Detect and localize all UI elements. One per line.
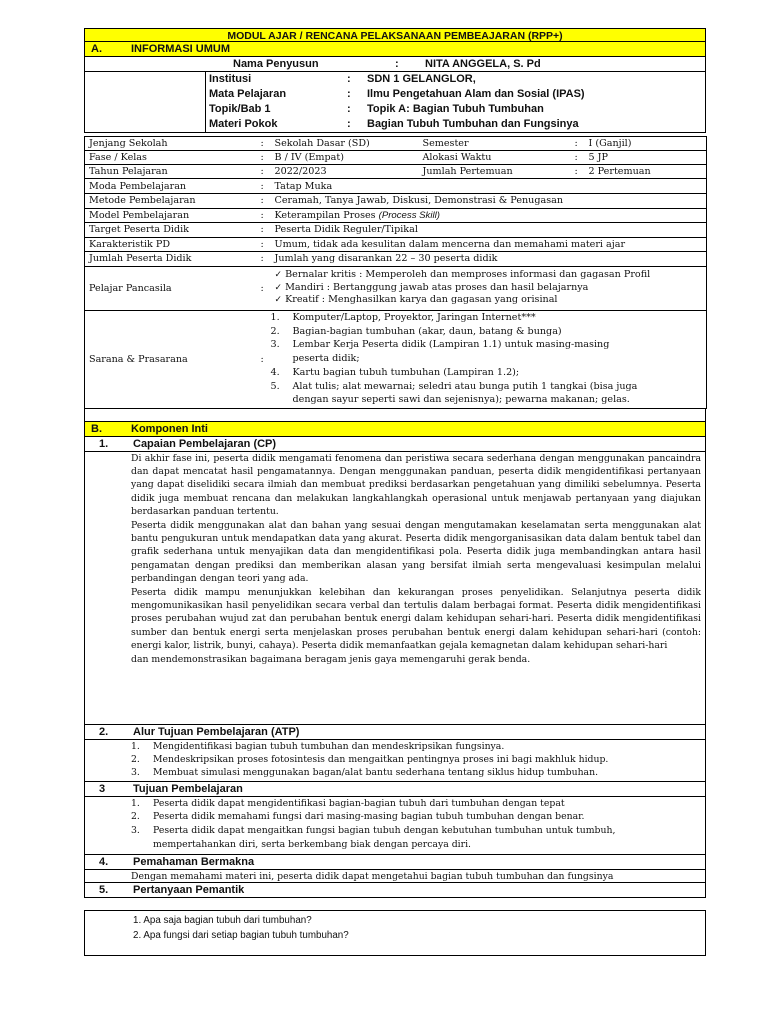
identity-key: Materi Pokok <box>209 118 278 130</box>
info-row: Moda Pembelajaran : Tatap Muka <box>85 179 707 194</box>
document-title: MODUL AJAR / RENCANA PELAKSANAAN PEMBEAJARAN (RPP+) <box>84 28 706 42</box>
info-row: Metode Pembelajaran : Ceramah, Tanya Jawab, Diskusi, Demonstrasi & Penugasan <box>85 194 707 209</box>
info-grid-row: Jenjang Sekolah : Sekolah Dasar (SD) Semester : I (Ganjil) <box>85 137 707 151</box>
section-b-header <box>84 422 706 437</box>
tujuan-header <box>84 782 706 797</box>
check-icon: ✓ <box>274 295 283 306</box>
info-value: Keterampilan Proses (Process Skill) <box>271 208 707 223</box>
spacer-row <box>84 409 706 422</box>
info-key: Tahun Pelajaran <box>85 165 257 179</box>
info-value: Sekolah Dasar (SD) <box>271 137 419 151</box>
info-key: Metode Pembelajaran <box>85 194 257 209</box>
info-value: B / IV (Empat) <box>271 151 419 165</box>
info-key: Alokasi Waktu <box>419 151 571 165</box>
info-row: Target Peserta Didik : Peserta Didik Reguler/Tipikal <box>85 223 707 238</box>
identity-row-institusi <box>85 72 705 87</box>
identity-sep: : <box>347 118 351 130</box>
tujuan-item: 3. Peserta didik dapat mengaitkan fungsi bagian tubuh dengan kebutuhan tumbuhan untuk tumbuh, mempertahankan diri, serta berkembang biak dengan percaya diri. <box>131 825 616 850</box>
pancasila-item: ✓ Mandiri : Bertanggung jawab atas proses dan hasil belajarnya <box>274 281 589 293</box>
section-a-label: INFORMASI UMUM <box>131 43 230 55</box>
info-key: Semester <box>419 137 571 151</box>
info-key: Fase / Kelas <box>85 151 257 165</box>
info-value: Tatap Muka <box>271 179 707 194</box>
identity-row-mapel <box>85 87 705 102</box>
info-key: Moda Pembelajaran <box>85 179 257 194</box>
atp-body <box>84 740 706 782</box>
section-a-header <box>84 42 706 57</box>
pertanyaan-number: 5. <box>99 883 109 896</box>
identity-value: NITA ANGGELA, S. Pd <box>425 58 541 70</box>
check-icon: ✓ <box>274 270 283 281</box>
section-a-number: A. <box>91 43 102 55</box>
pemahaman-label: Pemahaman Bermakna <box>133 855 255 868</box>
identity-sep: : <box>395 58 399 70</box>
pertanyaan-item: 1. Apa saja bagian tubuh dari tumbuhan? <box>133 914 312 926</box>
identity-value: Topik A: Bagian Tubuh Tumbuhan <box>367 103 544 115</box>
atp-number: 2. <box>99 725 109 738</box>
info-grid-row: Tahun Pelajaran : 2022/2023 Jumlah Pertemuan : 2 Pertemuan <box>85 165 707 179</box>
document <box>84 28 706 956</box>
cp-body <box>84 452 706 725</box>
info-value: Ceramah, Tanya Jawab, Diskusi, Demonstrasi & Penugasan <box>271 194 707 209</box>
atp-item: 3. Membuat simulasi menggunakan bagan/alat bantu sederhana tentang siklus hidup tumbuhan. <box>131 767 599 779</box>
pertanyaan-item: 2. Apa fungsi dari setiap bagian tubuh tumbuhan? <box>133 929 349 941</box>
info-value: 5 JP <box>585 151 707 165</box>
info-value: Jumlah yang disarankan 22 – 30 peserta didik <box>271 252 707 267</box>
cp-paragraph: Di akhir fase ini, peserta didik mengamati fenomena dan peristiwa secara sederhana dengan menggunakan pancaindra dan dapat mencatat hasil pengamatannya. Dengan menggunakan panduan, peserta didik mengidentifikasi pertanyaan yang dapat diselidiki secara ilmiah dan membuat prediksi berdasarkan pengetahuan yang dimiliki sebelumnya. Peserta didik juga membuat rencana dan melakukan langkahlangkah operasional untuk menjawab pertanyaan yang diajukan berdasarkan panduan tertentu. <box>131 452 701 518</box>
sarana-item: 5. Alat tulis; alat mewarnai; seledri atau bunga putih 1 tangkai (bisa juga dengan sayur seperti sawi dan sejenisnya); pewarna makanan; gelas. <box>270 380 638 406</box>
pancasila-item: ✓ Kreatif : Menghasilkan karya dan gagasan yang orisinal <box>274 294 558 306</box>
identity-value: SDN 1 GELANGLOR, <box>367 73 476 85</box>
info-row: Karakteristik PD : Umum, tidak ada kesulitan dalam mencerna dan memahami materi ajar <box>85 237 707 252</box>
info-key: Sarana & Prasarana <box>85 310 257 408</box>
tujuan-item: 1. Peserta didik dapat mengidentifikasi bagian-bagian tubuh dari tumbuhan dengan tepat <box>131 797 565 809</box>
identity-sep: : <box>347 103 351 115</box>
pelajar-pancasila-row: Pelajar Pancasila : ✓ Bernalar kritis : Memperoleh dan memproses informasi dan gagasan Profil ✓ Mandiri : Bertanggung jawab atas proses dan hasil belajarnya ✓ Kreatif : Menghasilkan karya dan gagasan yang orisinal <box>85 266 707 310</box>
info-value: I (Ganjil) <box>585 137 707 151</box>
pertanyaan-box <box>84 910 706 956</box>
atp-header <box>84 725 706 740</box>
tujuan-label: Tujuan Pembelajaran <box>133 782 243 795</box>
cp-paragraph: dan mendemonstrasikan bagaimana beragam jenis gaya memengaruhi gerak benda. <box>131 653 531 665</box>
info-key: Jenjang Sekolah <box>85 137 257 151</box>
pemahaman-text: Dengan memahami materi ini, peserta didik dapat mengetahui bagian tubuh tumbuhan dan fungsinya <box>84 870 706 883</box>
atp-item: 2. Mendeskripsikan proses fotosintesis dan mengaitkan pentingnya proses ini bagi makhluk hidup. <box>131 753 609 765</box>
identity-key: Institusi <box>209 73 252 85</box>
sarana-row: Sarana & Prasarana : 1. Komputer/Laptop, Proyektor, Jaringan Internet*** 2. Bagian-bagian tumbuhan (akar, daun, batang & bunga) 3. Lembar Kerja Peserta didik (Lampiran 1.1) untuk masing-masing peserta didik; 4. Kartu bagian tubuh tumbuhan (Lampiran 1.2); 5. Alat tulis; alat mewarnai; seledri atau bunga putih 1 tangkai (bisa juga dengan sayur seperti sawi dan sejenisnya); pewarna makanan; gelas. <box>85 310 707 408</box>
info-row: Model Pembelajaran : Keterampilan Proses (Process Skill) <box>85 208 707 223</box>
check-icon: ✓ <box>274 282 283 293</box>
identity-key: Mata Pelajaran <box>209 88 287 100</box>
cp-header <box>84 437 706 452</box>
sarana-item: 3. Lembar Kerja Peserta didik (Lampiran 1.1) untuk masing-masing peserta didik; <box>270 339 610 365</box>
identity-sep: : <box>347 73 351 85</box>
identity-sep: : <box>347 88 351 100</box>
info-key: Target Peserta Didik <box>85 223 257 238</box>
identity-row-topik <box>85 102 705 117</box>
tujuan-item: 2. Peserta didik memahami fungsi dari masing-masing bagian tubuh tumbuhan dengan benar. <box>131 811 585 823</box>
info-grid <box>84 136 707 179</box>
identity-key: Topik/Bab 1 <box>209 103 271 115</box>
info-value: 2022/2023 <box>271 165 419 179</box>
atp-label: Alur Tujuan Pembelajaran (ATP) <box>133 725 300 738</box>
cp-paragraph: Peserta didik mampu menunjukkan kelebihan dan kekurangan proses penyelidikan. Selanjutnya peserta didik mengomunikasikan hasil penyelidikan secara verbal dan tertulis dalam berbagai format. Peserta didik mengidentifikasi proses perubahan wujud zat dan perubahan bentuk energi dalam kehidupan sehari-hari. Peserta didik mengidentifikasi sumber dan bentuk energi serta menjelaskan proses perubahan bentuk energi dalam kehidupan sehari-hari (contoh: energi kalor, listrik, bunyi, cahaya). Peserta didik memanfaatkan gejala kemagnetan dalam kehidupan sehari-hari <box>131 586 701 652</box>
atp-item: 1. Mengidentifikasi bagian tubuh tumbuhan dan mendeskripsikan fungsinya. <box>131 740 505 752</box>
pancasila-item: ✓ Bernalar kritis : Memperoleh dan memproses informasi dan gagasan Profil <box>274 269 651 281</box>
sarana-item: 1. Komputer/Laptop, Proyektor, Jaringan Internet*** <box>270 311 536 323</box>
info-value: 2 Pertemuan <box>585 165 707 179</box>
identity-row-materi <box>85 117 705 132</box>
cp-number: 1. <box>99 437 109 450</box>
tujuan-number: 3 <box>99 782 106 795</box>
info-grid-row: Fase / Kelas : B / IV (Empat) Alokasi Waktu : 5 JP <box>85 151 707 165</box>
pemahaman-header <box>84 855 706 870</box>
info-key: Karakteristik PD <box>85 237 257 252</box>
info-key: Jumlah Pertemuan <box>419 165 571 179</box>
section-b-number: B. <box>91 422 102 435</box>
identity-value: Ilmu Pengetahuan Alam dan Sosial (IPAS) <box>367 88 585 100</box>
info-value: Umum, tidak ada kesulitan dalam mencerna dan memahami materi ajar <box>271 237 707 252</box>
sarana-item: 4. Kartu bagian tubuh tumbuhan (Lampiran 1.2); <box>270 366 520 378</box>
pertanyaan-label: Pertanyaan Pemantik <box>133 883 245 896</box>
info-value: Peserta Didik Reguler/Tipikal <box>271 223 707 238</box>
tujuan-body <box>84 797 706 855</box>
pemahaman-number: 4. <box>99 855 109 868</box>
info-key: Pelajar Pancasila <box>85 266 257 310</box>
identity-key: Nama Penyusun <box>233 58 319 70</box>
cp-label: Capaian Pembelajaran (CP) <box>133 437 277 450</box>
identity-row-author <box>84 57 706 72</box>
section-b-label: Komponen Inti <box>131 422 208 435</box>
identity-value: Bagian Tubuh Tumbuhan dan Fungsinya <box>367 118 579 130</box>
info-key: Model Pembelajaran <box>85 208 257 223</box>
info-rows <box>84 179 707 409</box>
cp-paragraph: Peserta didik menggunakan alat dan bahan yang sesuai dengan mengutamakan keselamatan serta menggunakan alat bantu pengukuran untuk mendapatkan data yang akurat. Peserta didik mengorganisasikan data dalam bentuk tabel dan grafik sederhana untuk menyajikan data dan mengidentifikasi pola. Peserta didik juga membandingkan antara hasil pengamatan dengan prediksi dan memberikan alasan yang bersifat ilmiah serta mengevaluasi kesimpulan melalui perbandingan dengan teori yang ada. <box>131 519 701 585</box>
info-key: Jumlah Peserta Didik <box>85 252 257 267</box>
sarana-item: 2. Bagian-bagian tumbuhan (akar, daun, batang & bunga) <box>270 325 562 337</box>
identity-block <box>84 72 706 133</box>
info-row: Jumlah Peserta Didik : Jumlah yang disarankan 22 – 30 peserta didik <box>85 252 707 267</box>
pertanyaan-header <box>84 883 706 898</box>
